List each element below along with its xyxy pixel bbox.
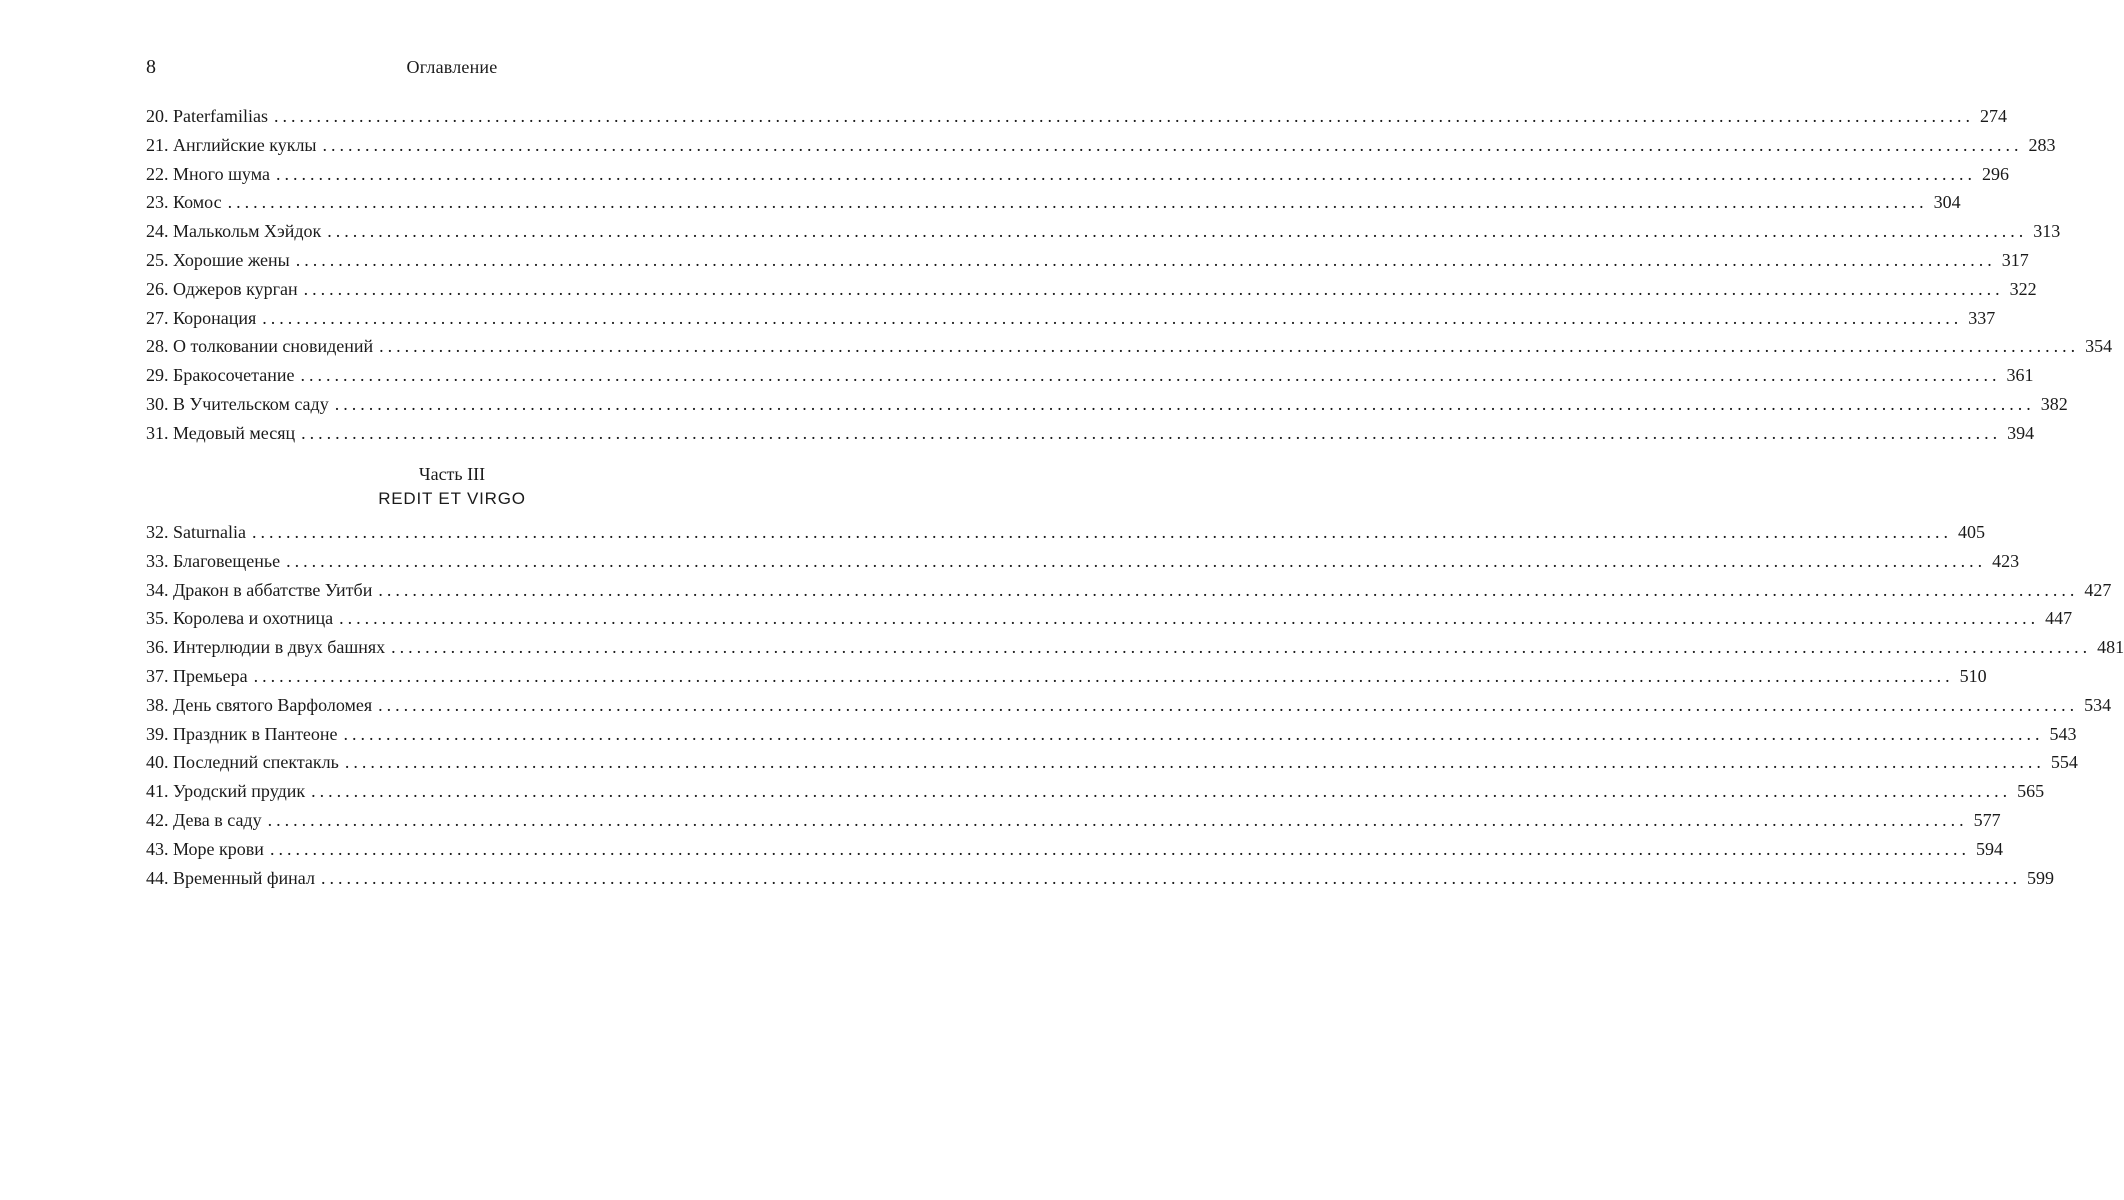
dot-leader: ........................................................................................................................................................................................................ (262, 307, 1963, 328)
toc-entry-title: День святого Варфоломея (173, 694, 373, 715)
toc-entry-title: Saturnalia (173, 522, 246, 542)
dot-leader: ........................................................................................................................................................................................................ (253, 665, 1954, 686)
toc-entry-title: Премьера (173, 665, 248, 686)
dot-leader: ........................................................................................................................................................................................................ (227, 192, 1928, 213)
toc-entry-page: 543 (2049, 723, 2077, 744)
dot-leader: ........................................................................................................................................................................................................ (378, 579, 2079, 600)
toc-entry-number: 36. (146, 637, 169, 658)
dot-leader: ........................................................................................................................................................................................................ (303, 278, 2004, 299)
page-number: 8 (146, 56, 156, 78)
toc-entry (146, 662, 1987, 691)
toc-entry-page: 322 (2009, 278, 2037, 299)
toc-entry-number: 43. (146, 838, 169, 859)
toc-entry-number: 32. (146, 522, 169, 542)
toc-entry-number: 27. (146, 307, 169, 328)
toc-entry-title: Paterfamilias (173, 106, 268, 126)
toc-list-part-2 (146, 102, 2113, 448)
toc-entry (146, 576, 2112, 605)
toc-entry (146, 304, 1996, 333)
toc-entry-title: Последний спектакль (173, 752, 339, 773)
part-label: Часть III (418, 464, 486, 484)
dot-leader: ........................................................................................................................................................................................................ (295, 249, 1996, 270)
toc-entry-page: 405 (1957, 522, 1985, 542)
toc-entry-title: Королева и охотница (173, 608, 334, 629)
toc-entry-page: 274 (1979, 106, 2007, 126)
toc-entry-number: 38. (146, 694, 169, 715)
dot-leader: ........................................................................................................................................................................................................ (269, 838, 1970, 859)
toc-entry-page: 554 (2050, 752, 2078, 773)
toc-entry (146, 102, 2007, 131)
toc-entry-title: Море крови (173, 838, 264, 859)
toc-entry-number: 39. (146, 723, 169, 744)
toc-entry-page: 447 (2045, 608, 2073, 629)
toc-entry-number: 44. (146, 867, 169, 888)
dot-leader: ........................................................................................................................................................................................................ (339, 608, 2040, 629)
part-title: REDIT ET VIRGO (378, 489, 526, 508)
toc-entry (146, 390, 2068, 419)
toc-entry-page: 594 (1975, 838, 2003, 859)
toc-entry-title: Оджеров курган (173, 278, 298, 299)
toc-list-part-3 (146, 518, 2124, 892)
dot-leader: ........................................................................................................................................................................................................ (334, 393, 2035, 414)
toc-entry-page: 317 (2001, 249, 2029, 270)
toc-entry-number: 37. (146, 665, 169, 686)
toc-entry-number: 35. (146, 608, 169, 629)
toc-entry-number: 34. (146, 579, 169, 600)
dot-leader: ........................................................................................................................................................................................................ (327, 221, 2028, 242)
dot-leader: ........................................................................................................................................................................................................ (273, 106, 1974, 126)
toc-entry-number: 33. (146, 550, 169, 571)
toc-entry (146, 748, 2078, 777)
toc-entry-page: 427 (2084, 579, 2112, 600)
toc-entry-number: 30. (146, 393, 169, 414)
toc-entry-page: 577 (1973, 809, 2001, 830)
dot-leader: ........................................................................................................................................................................................................ (267, 809, 1968, 830)
toc-entry-page: 382 (2040, 393, 2068, 414)
dot-leader: ........................................................................................................................................................................................................ (301, 422, 2002, 443)
toc-entry-title: Малькольм Хэйдок (173, 221, 322, 242)
toc-entry-title: Комос (173, 192, 222, 213)
toc-entry (146, 547, 2020, 576)
toc-entry-page: 534 (2084, 694, 2112, 715)
toc-entry-number: 29. (146, 365, 169, 386)
toc-entry-page: 361 (2006, 365, 2034, 386)
toc-entry-title: Временный финал (173, 867, 315, 888)
toc-entry-number: 23. (146, 192, 169, 213)
toc-entry-page: 296 (1981, 163, 2009, 184)
dot-leader: ........................................................................................................................................................................................................ (379, 336, 2080, 357)
toc-entry-title: О толковании сновидений (173, 336, 374, 357)
toc-entry (146, 518, 1985, 547)
toc-entry-page: 354 (2085, 336, 2113, 357)
toc-entry-title: Хорошие жены (173, 249, 290, 270)
toc-entry-number: 22. (146, 163, 169, 184)
toc-entry (146, 691, 2112, 720)
part-heading (146, 462, 758, 512)
toc-entry-page: 481 (2097, 637, 2124, 658)
toc-entry-page: 337 (1968, 307, 1996, 328)
toc-entry-number: 21. (146, 134, 169, 155)
toc-entry-number: 28. (146, 336, 169, 357)
toc-entry-title: Медовый месяц (173, 422, 296, 443)
toc-entry (146, 332, 2113, 361)
toc-entry-title: Дева в саду (173, 809, 262, 830)
toc-entry-title: Английские куклы (173, 134, 317, 155)
toc-entry-title: Много шума (173, 163, 270, 184)
toc-entry-title: Интерлюдии в двух башнях (173, 637, 386, 658)
toc-entry (146, 160, 2009, 189)
dot-leader: ........................................................................................................................................................................................................ (343, 723, 2044, 744)
toc-entry-title: Праздник в Пантеоне (173, 723, 338, 744)
toc-entry-title: Благовещенье (173, 550, 281, 571)
toc-entry (146, 188, 1961, 217)
toc-entry (146, 633, 2124, 662)
dot-leader: ........................................................................................................................................................................................................ (320, 867, 2021, 888)
toc-entry-page: 510 (1959, 665, 1987, 686)
toc-entry-page: 599 (2026, 867, 2054, 888)
toc-entry-page: 423 (1992, 550, 2020, 571)
dot-leader: ........................................................................................................................................................................................................ (344, 752, 2045, 773)
toc-entry-number: 25. (146, 249, 169, 270)
toc-entry-page: 565 (2017, 781, 2045, 802)
running-title: Оглавление (406, 57, 498, 77)
toc-entry-title: В Учительском саду (173, 393, 329, 414)
toc-entry (146, 864, 2054, 893)
toc-entry-number: 26. (146, 278, 169, 299)
toc-entry (146, 275, 2037, 304)
toc-entry-number: 20. (146, 106, 169, 126)
toc-entry-number: 31. (146, 422, 169, 443)
toc-entry (146, 720, 2077, 749)
toc-entry (146, 217, 2061, 246)
dot-leader: ........................................................................................................................................................................................................ (275, 163, 1976, 184)
toc-entry (146, 246, 2029, 275)
dot-leader: ........................................................................................................................................................................................................ (251, 522, 1952, 542)
toc-entry-title: Дракон в аббатстве Уитби (173, 579, 373, 600)
dot-leader: ........................................................................................................................................................................................................ (286, 550, 1987, 571)
toc-entry-title: Бракосочетание (173, 365, 295, 386)
toc-entry-page: 313 (2033, 221, 2061, 242)
toc-entry-title: Коронация (173, 307, 257, 328)
toc-entry (146, 361, 2034, 390)
dot-leader: ........................................................................................................................................................................................................ (322, 134, 2023, 155)
toc-entry-title: Уродский прудик (173, 781, 306, 802)
toc-entry (146, 131, 2056, 160)
toc-entry (146, 777, 2045, 806)
toc-entry-page: 283 (2028, 134, 2056, 155)
dot-leader: ........................................................................................................................................................................................................ (300, 365, 2001, 386)
toc-entry-page: 394 (2007, 422, 2035, 443)
toc-entry-number: 42. (146, 809, 169, 830)
toc-entry (146, 419, 2035, 448)
dot-leader: ........................................................................................................................................................................................................ (378, 694, 2079, 715)
dot-leader: ........................................................................................................................................................................................................ (391, 637, 2092, 658)
toc-entry (146, 835, 2003, 864)
running-head (146, 52, 758, 82)
toc-entry (146, 604, 2073, 633)
toc-entry-number: 41. (146, 781, 169, 802)
toc-entry (146, 806, 2001, 835)
toc-entry-number: 24. (146, 221, 169, 242)
toc-entry-page: 304 (1933, 192, 1961, 213)
dot-leader: ........................................................................................................................................................................................................ (311, 781, 2012, 802)
toc-entry-number: 40. (146, 752, 169, 773)
